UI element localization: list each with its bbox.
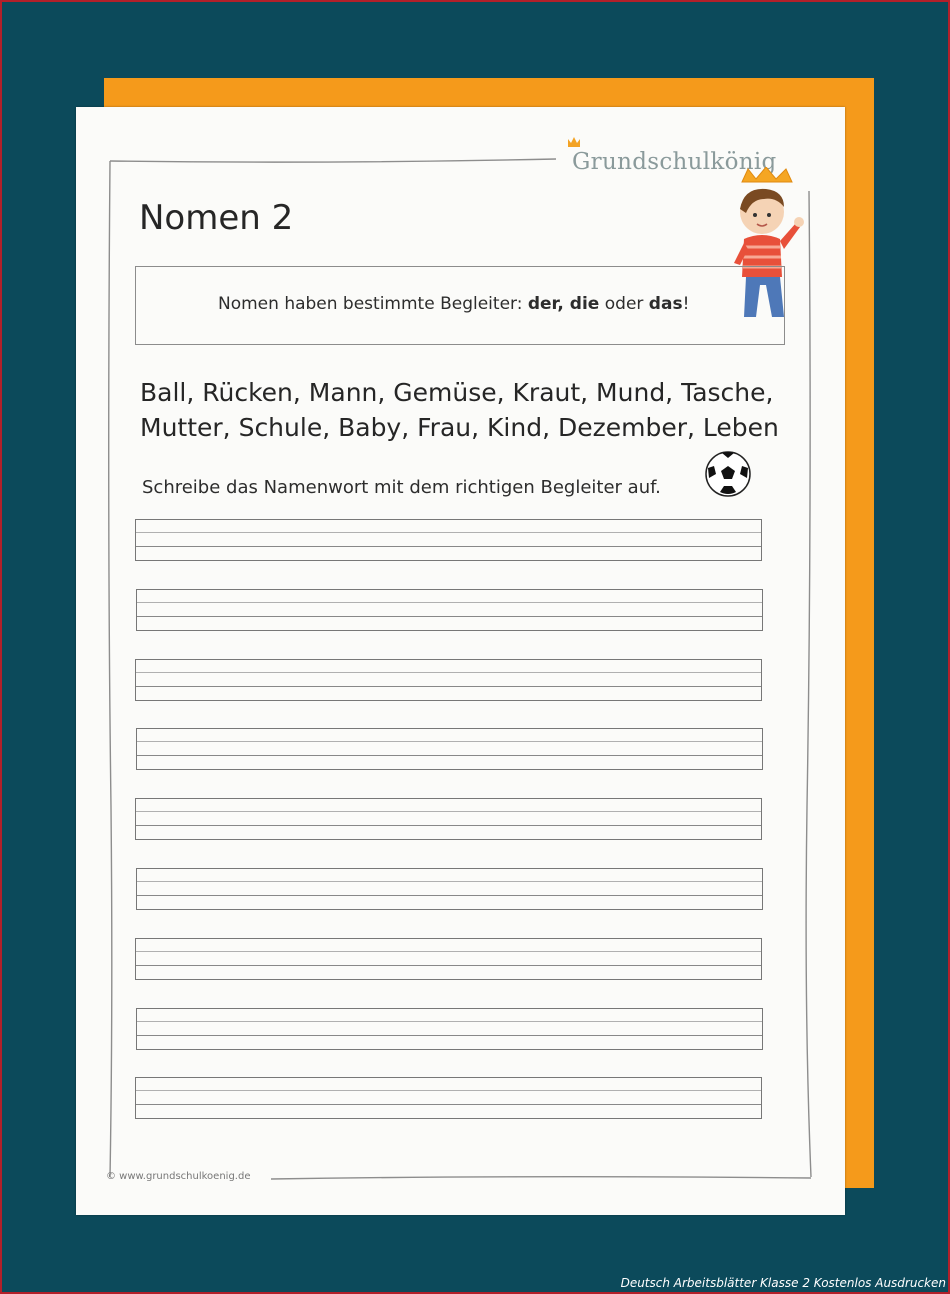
worksheet-page xyxy=(76,107,845,1215)
writing-line[interactable] xyxy=(136,589,763,631)
info-connector: oder xyxy=(599,294,649,314)
writing-line[interactable] xyxy=(135,938,762,980)
writing-line[interactable] xyxy=(135,1077,762,1119)
info-articles-der-die: der, die xyxy=(527,294,600,314)
writing-line[interactable] xyxy=(136,728,763,770)
brand-logo: Grundschulkönig xyxy=(572,149,777,175)
writing-line[interactable] xyxy=(135,798,762,840)
writing-line[interactable] xyxy=(136,868,763,910)
soccer-ball-icon xyxy=(704,450,752,498)
writing-line[interactable] xyxy=(135,659,762,701)
worksheet-title: Nomen 2 xyxy=(139,198,294,238)
writing-line[interactable] xyxy=(135,519,762,561)
info-box xyxy=(135,266,785,345)
crown-icon xyxy=(567,136,581,148)
image-caption: Deutsch Arbeitsblätter Klasse 2 Kostenlos Ausdrucken xyxy=(620,1276,946,1290)
info-prefix: Nomen haben bestimmte Begleiter: xyxy=(218,294,528,314)
writing-line[interactable] xyxy=(136,1008,763,1050)
noun-word-list xyxy=(140,375,780,445)
info-suffix: ! xyxy=(682,294,690,314)
instruction-text: Schreibe das Namenwort mit dem richtigen Begleiter auf. xyxy=(142,477,661,498)
footer-copyright: © www.grundschulkoenig.de xyxy=(106,1171,251,1182)
info-article-das: das xyxy=(648,294,683,314)
info-text xyxy=(218,294,689,314)
word-line-1: Ball, Rücken, Mann, Gemüse, Kraut, Mund, Tasche, xyxy=(140,378,774,407)
word-line-2: Mutter, Schule, Baby, Frau, Kind, Dezember, Leben xyxy=(140,413,779,442)
